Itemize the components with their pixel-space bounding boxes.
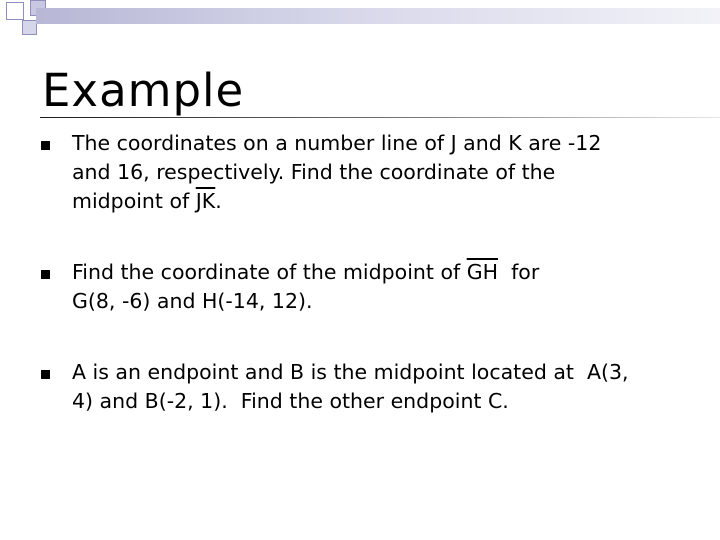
bullet-text-3 (72, 358, 687, 416)
text-line: midpoint of (72, 189, 196, 213)
segment-jk: $\overline{JK}$ (195, 189, 216, 213)
square-bullet-icon (41, 270, 50, 279)
text-line: The coordinates on a number line of J and K are -12 (72, 131, 602, 155)
text-line-end: . (215, 189, 222, 213)
text-line: G(8, -6) and H(-14, 12). (72, 289, 313, 313)
title-underline-rule (40, 117, 720, 118)
bullet-text-1 (72, 129, 687, 216)
corner-square (22, 20, 37, 35)
text-line-end: for (498, 260, 540, 284)
text-line: 4) and B(-2, 1). Find the other endpoint C. (72, 389, 509, 413)
slide-title: Example (42, 64, 245, 117)
bullet-text-2 (72, 258, 687, 316)
text-line: and 16, respectively. Find the coordinate of the (72, 160, 556, 184)
corner-square (6, 2, 24, 20)
square-bullet-icon (41, 370, 50, 379)
text-line: A is an endpoint and B is the midpoint located at A(3, (72, 360, 629, 384)
square-bullet-icon (41, 141, 50, 150)
header-gradient-bar (36, 8, 720, 24)
segment-gh: $\overline{GH}$ (466, 260, 499, 284)
text-line: Find the coordinate of the midpoint of (72, 260, 467, 284)
